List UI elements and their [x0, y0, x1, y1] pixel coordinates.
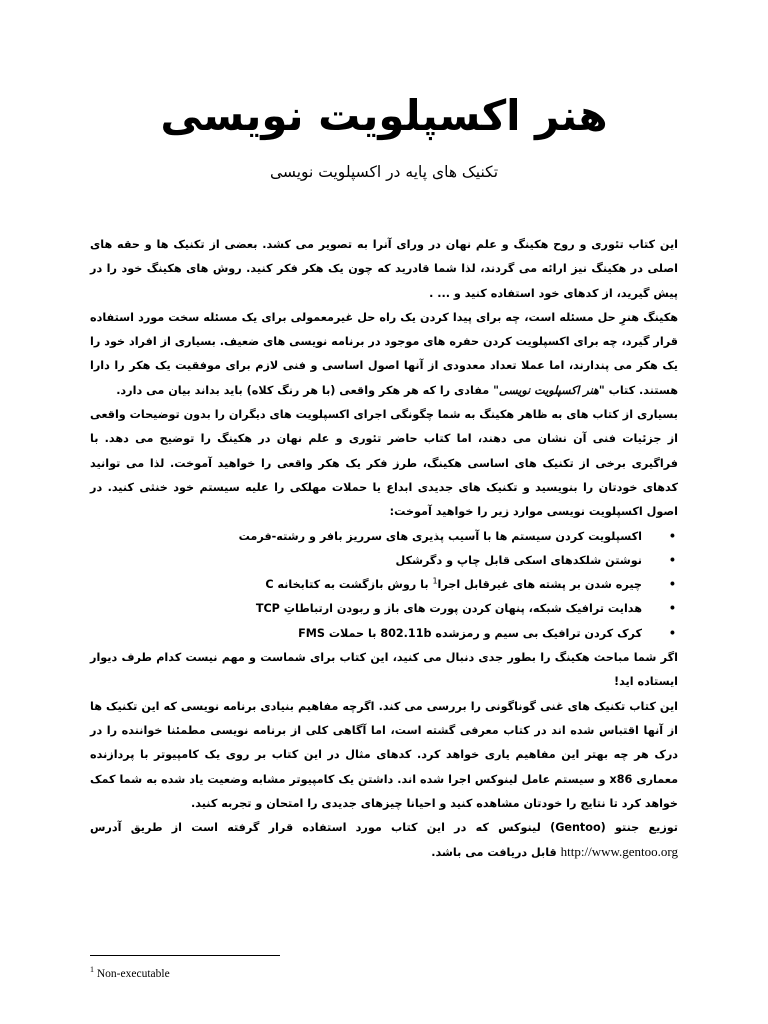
- footnote-text: Non-executable: [96, 967, 170, 980]
- list-item-text: اکسپلویت کردن سیستم ها با آسیب پذیری های سرریز بافر و رشته-فرمت: [238, 529, 642, 543]
- paragraph-gentoo: [90, 816, 678, 866]
- paragraph-techniques: این کتاب تکنیک های غنی گوناگونی را بررسی می کند. اگرچه مفاهیم بنیادی برنامه نویسی که این تکنیک ها از آنها اقتباس شده اند در کتاب معرفی گشته است، اما آگاهی کلی از برنامه نویسی مطمئنا خواننده را در درک هر چه بهتر این مفاهیم یاری خواهد کرد. کدهای مثال در این کتاب بر روی یک کامپیوتر با پردازنده معماری x86 و سیستم عامل لینوکس اجرا شده اند. داشتن یک کامپیوتر مشابه وضعیت یاد شده به شما کمک خواهد کرد تا نتایج را خودتان مشاهده کنید و احیانا چیزهای جدیدی را امتحان و تجربه کنید.: [90, 699, 678, 810]
- paragraph-hacking-art-tail: مفادی را که هر هکر واقعی (با هر رنگ کلاه) باید بداند بیان می دارد.: [116, 383, 490, 397]
- bullet-icon: •: [668, 578, 676, 592]
- body-text: [90, 233, 678, 866]
- bullet-icon: •: [668, 602, 676, 616]
- footnote: [90, 962, 170, 982]
- document-subtitle: تکنیک های پایه در اکسپلویت نویسی: [269, 163, 499, 181]
- paragraph-hacking-art-text: هکینگ هنرِ حل مسئله است، چه برای پیدا کردن یک راه حل غیرمعمولی برای یک مسئله سخت مورد استفاده قرار گیرد، چه برای اکسپلویت کردن حفره های موجود در برنامه نویسی های ضعیف. بسیاری از افراد خود را یک هکر می پندارند، اما عملا تعداد معدودی از آنها اصول اساسی و فنی لازم برای موفقیت یک هکر را دارا هستند. کتاب: [90, 310, 678, 397]
- list-item-text: نوشتن شلکدهای اسکی قابل چاپ و دگرشکل: [395, 553, 642, 567]
- document-title: هنر اکسپلویت نویسی: [160, 91, 608, 140]
- topics-list: [90, 525, 678, 646]
- book-title-emphasis: "هنر اکسپلویت نویسی": [493, 383, 605, 397]
- paragraph-gentoo-tail: قابل دریافت می باشد.: [431, 846, 557, 860]
- list-item-text: چیره شدن بر پشته های غیرقابل اجرا: [437, 578, 642, 592]
- footnote-number: 1: [90, 965, 94, 974]
- footnote-separator: [90, 955, 280, 956]
- list-item: [90, 525, 678, 549]
- list-item-text-tail: با روش بازگشت به کتابخانه C: [265, 578, 429, 592]
- list-item-text: کرک کردن ترافیک بی سیم و رمزشده 802.11b با حملات FMS: [298, 626, 642, 640]
- bullet-icon: •: [668, 553, 676, 567]
- list-item: [90, 622, 678, 646]
- paragraph-serious: اگر شما مباحث هکینگ را بطور جدی دنبال می کنید، این کتاب برای شماست و مهم نیست کدام طرف دیوار ایستاده اید!: [90, 651, 678, 689]
- paragraph-books: بسیاری از کتاب های به ظاهر هکینگ به شما چگونگی اجرای اکسپلویت های دیگران را بدون توضیحات واقعی از جزئیات فنی آن نشان می دهند، اما کتاب حاضر تئوری و علم نهان در هکینگ را توضیح می دهد. با فراگیری برخی از تکنیک های اساسی هکینگ، طرز فکر یک هکر واقعی را خواهید آموخت. لذا می توانید کدهای خودتان را بنویسید و تکنیک های جدیدی ابداع یا حملات مهلکی را علیه سیستم خود خنثی کنید. در اصول اکسپلویت نویسی موارد زیر را خواهید آموخت:: [90, 408, 678, 519]
- list-item-text: هدایت ترافیک شبکه، پنهان کردن پورت های باز و ربودن ارتباطاتِ TCP: [255, 602, 642, 616]
- gentoo-url: http://www.gentoo.org: [560, 844, 678, 860]
- paragraph-hacking-art: [90, 306, 678, 403]
- bullet-icon: •: [668, 529, 676, 543]
- paragraph-intro: این کتاب تئوری و روح هکینگ و علم نهان در ورای آنرا به تصویر می کشد. بعضی از تکنیک ها و حقه های اصلی در هکینگ نیز ارائه می گردند، لذا شما قادرید که چون یک هکر فکر کنید. روش های هکینگ خود را در پیش گیرید، از کدهای خود استفاده کنید و ... .: [90, 238, 678, 300]
- list-item: [90, 549, 678, 573]
- footnote-reference: 1: [432, 576, 438, 586]
- paragraph-gentoo-text: توزیع جنتو (Gentoo) لینوکس که در این کتاب مورد استفاده قرار گرفته است از طریق آدرس: [90, 821, 678, 835]
- list-item: [90, 597, 678, 621]
- bullet-icon: •: [668, 626, 676, 640]
- list-item: [90, 573, 678, 597]
